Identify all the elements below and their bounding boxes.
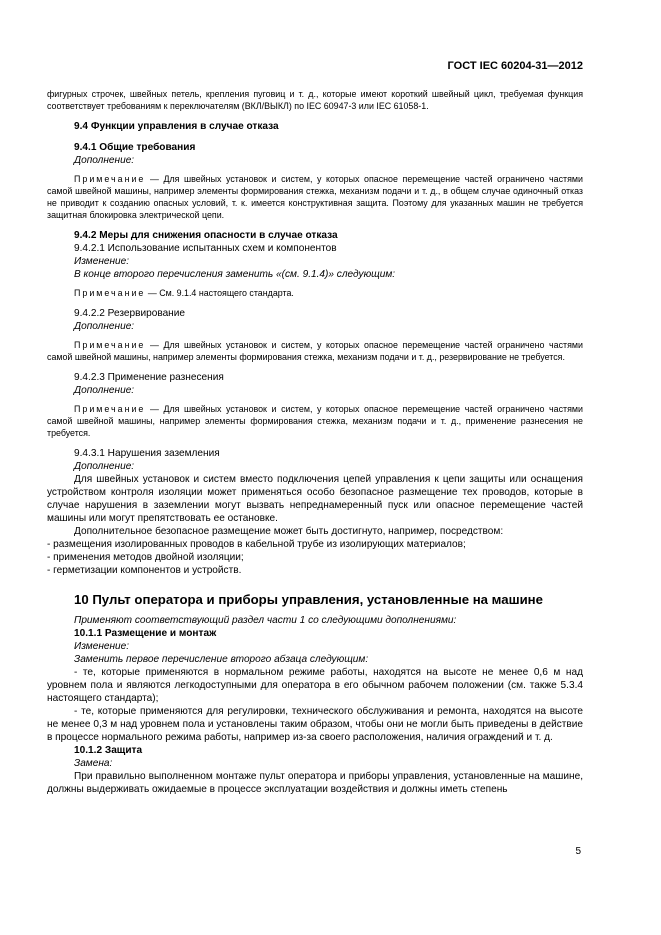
addition-label: Дополнение: bbox=[74, 385, 135, 396]
note-label: Примечание bbox=[74, 288, 146, 298]
note-9-4-2-2: Примечание — Для швейных установок и систем, у которых опасное перемещение частей ограничено частями самой швейной машины, например элементы формирования стежка, механизм подачи и т. д., резервирование не требуется. bbox=[47, 340, 583, 362]
list-item: - те, которые применяются в нормальном режиме работы, находятся на высоте не менее 0,6 м над уровнем пола и являются легкодоступными для оператора в его обычном рабочем положении (см. также 5.3.4 настоящего стандарта); bbox=[47, 667, 583, 704]
section-9-4-2-1-heading: 9.4.2.1 Использование испытанных схем и компонентов bbox=[74, 243, 337, 254]
section-9-4-2-heading: 9.4.2 Меры для снижения опасности в случае отказа bbox=[74, 230, 338, 241]
section-9-4-heading: 9.4 Функции управления в случае отказа bbox=[74, 121, 279, 132]
intro-paragraph: фигурных строчек, швейных петель, крепления пуговиц и т. д., которые имеют короткий швейный цикл, требуемая функция соответствует требованиям к переключателям (ВКЛ/ВЫКЛ) по IEC 60947-3 или IEC 61058-1. bbox=[47, 89, 583, 111]
note-9-4-1: Примечание — Для швейных установок и систем, у которых опасное перемещение частей ограничено частями самой швейной машины, например элементы формирования стежка, механизм подачи и т. д., в общем случае одиночный отказ не приводит к созданию опасных условий, т. к. имеется конструктивная защита. Поэтому для указанных машин не требуется защитная блокировка электрической цепи. bbox=[47, 174, 583, 220]
section-9-4-2-1-instruction: В конце второго перечисления заменить «(см. 9.1.4)» следующим: bbox=[74, 269, 396, 280]
section-9-4-3-1-text-b: Дополнительное безопасное размещение может быть достигнуто, например, посредством: bbox=[74, 526, 504, 537]
page-number: 5 bbox=[575, 846, 581, 857]
change-label: Изменение: bbox=[74, 641, 130, 652]
section-10-1-1-heading: 10.1.1 Размещение и монтаж bbox=[74, 628, 217, 639]
page-content bbox=[47, 88, 583, 796]
addition-label: Дополнение: bbox=[74, 321, 135, 332]
section-10-1-1-instruction: Заменить первое перечисление второго абзаца следующим: bbox=[74, 654, 369, 665]
section-9-4-1-heading: 9.4.1 Общие требования bbox=[74, 142, 196, 153]
list-item: - те, которые применяются для регулировки, технического обслуживания и ремонта, находятся на высоте не менее 0,3 м над уровнем пола и установлены таким образом, чтобы они не могли быть приведены в действие в процессе нормального режима работы, например из-за своего расположения, наличия ограждений и т. д. bbox=[47, 706, 583, 743]
section-10-1-2-text: При правильно выполненном монтаже пульт оператора и приборы управления, установленные на машине, должны выдерживать ожидаемые в процессе эксплуатации воздействия и должны иметь степень bbox=[47, 771, 583, 795]
addition-label: Дополнение: bbox=[74, 461, 135, 472]
section-9-4-2-3-heading: 9.4.2.3 Применение разнесения bbox=[74, 372, 224, 383]
section-10-heading: 10 Пульт оператора и приборы управления, установленные на машине bbox=[74, 592, 543, 607]
section-9-4-3-1-text: Для швейных установок и систем вместо подключения цепей управления к цепи защиты или оснащения устройством контроля изоляции может применяться особо безопасное размещение тех проводов, которые в случае нарушения в заземлении могут вызвать непреднамеренный пуск или опасное перемещение частей машины или могут препятствовать ее остановке. bbox=[47, 474, 583, 524]
replacement-label: Замена: bbox=[74, 758, 113, 769]
list-item: - размещения изолированных проводов в кабельной трубе из изолирующих материалов; bbox=[47, 539, 466, 550]
note-label: Примечание bbox=[74, 174, 146, 184]
change-label: Изменение: bbox=[74, 256, 130, 267]
note-9-4-2-3: Примечание — Для швейных установок и систем, у которых опасное перемещение частей ограничено частями самой швейной машины, например элементы формирования стежка, механизм подачи и т. д., применение разнесения не требуется. bbox=[47, 404, 583, 438]
addition-label: Дополнение: bbox=[74, 155, 135, 166]
list-item: - применения методов двойной изоляции; bbox=[47, 552, 244, 563]
section-9-4-2-2-heading: 9.4.2.2 Резервирование bbox=[74, 308, 186, 319]
document-header: ГОСТ IEC 60204-31—2012 bbox=[447, 60, 583, 72]
note-label: Примечание bbox=[74, 404, 146, 414]
section-10-1-2-heading: 10.1.2 Защита bbox=[74, 745, 143, 756]
list-item: - герметизации компонентов и устройств. bbox=[47, 565, 242, 576]
section-10-intro: Применяют соответствующий раздел части 1 со следующими дополнениями: bbox=[74, 615, 457, 626]
section-9-4-3-1-heading: 9.4.3.1 Нарушения заземления bbox=[74, 448, 220, 459]
note-9-4-2-1: Примечание — См. 9.1.4 настоящего стандарта. bbox=[74, 288, 294, 298]
note-label: Примечание bbox=[74, 340, 146, 350]
